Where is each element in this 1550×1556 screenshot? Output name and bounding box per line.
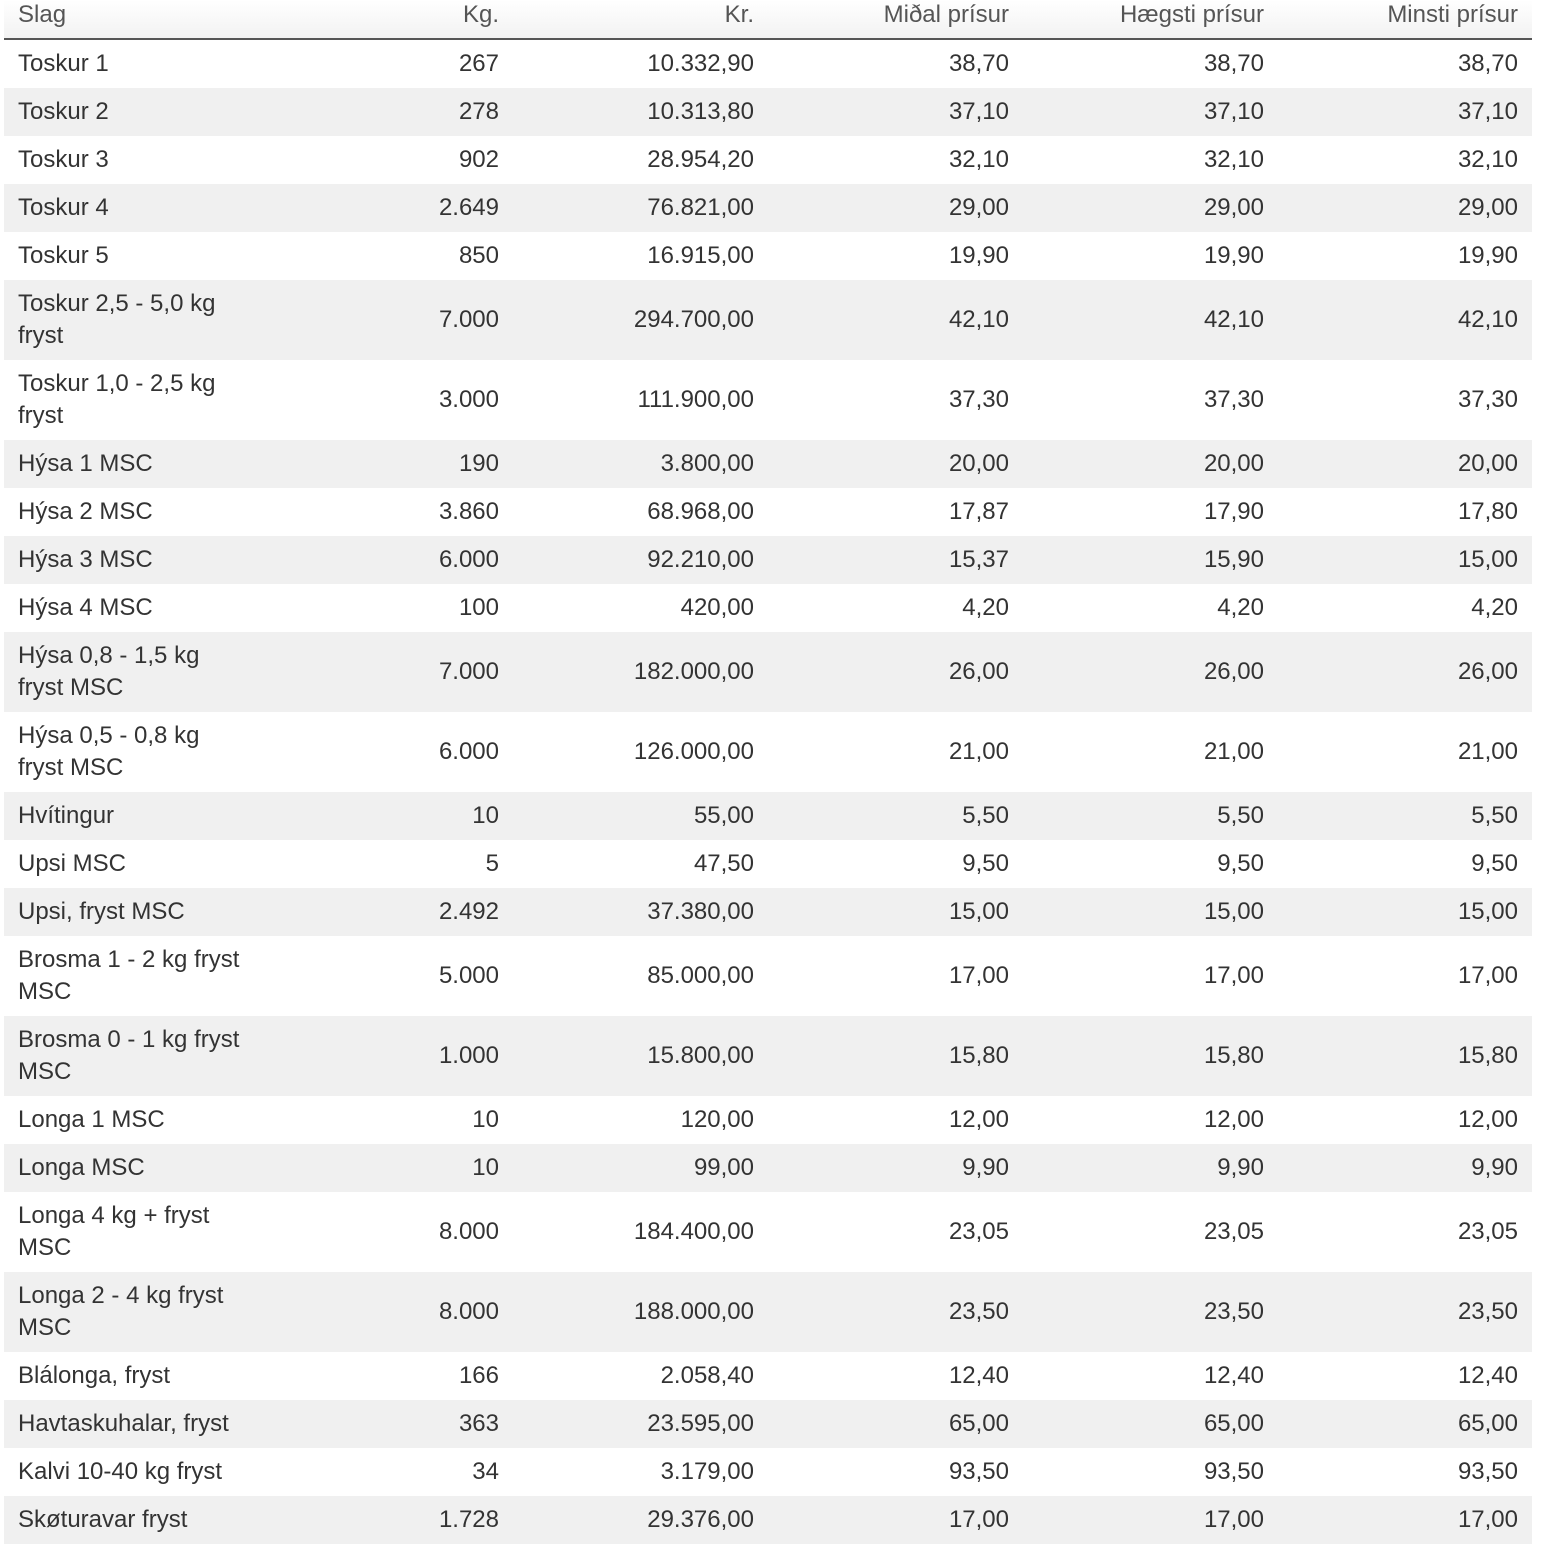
table-row (4, 936, 1532, 1016)
header-row (4, 0, 1532, 39)
cell-highest-price: 19,90 (1203, 242, 1264, 269)
cell-highest-price: 15,80 (1023, 1016, 1278, 1096)
cell-average-price: 29,00 (768, 184, 1023, 232)
cell-kg: 1.000 (258, 1016, 513, 1096)
cell-average-price: 12,40 (948, 1362, 1009, 1389)
cell-highest-price: 29,00 (1023, 184, 1278, 232)
cell-kr: 294.700,00 (513, 280, 768, 360)
cell-kr: 29.376,00 (513, 1496, 768, 1544)
table-row (4, 840, 1532, 888)
cell-average-price: 20,00 (768, 440, 1023, 488)
cell-average-price: 12,00 (948, 1106, 1009, 1133)
table-row (4, 136, 1532, 184)
cell-highest-price: 5,50 (1023, 792, 1278, 840)
cell-lowest-price: 37,10 (1278, 88, 1532, 136)
cell-kg: 5.000 (438, 962, 499, 989)
cell-average-price: 9,50 (962, 850, 1009, 877)
column-header-highest-price[interactable]: Hægsti prísur (1023, 0, 1278, 39)
column-header-lowest-price[interactable]: Minsti prísur (1278, 0, 1532, 39)
cell-species: Hýsa 2 MSC (18, 498, 153, 525)
cell-highest-price: 23,05 (1203, 1218, 1264, 1245)
cell-kr: 47,50 (693, 850, 754, 877)
price-table (4, 0, 1532, 1544)
cell-highest-price: 38,70 (1203, 50, 1264, 77)
cell-kr: 3.800,00 (513, 440, 768, 488)
cell-lowest-price: 29,00 (1278, 184, 1532, 232)
table-row (4, 632, 1532, 712)
cell-highest-price: 37,10 (1023, 88, 1278, 136)
cell-highest-price: 42,10 (1023, 280, 1278, 360)
cell-kr: 182.000,00 (513, 632, 768, 712)
cell-lowest-price: 93,50 (1457, 1458, 1518, 1485)
cell-species: Toskur 2,5 - 5,0 kg fryst (4, 280, 258, 360)
cell-kg: 6.000 (258, 536, 513, 584)
cell-kr: 10.313,80 (513, 88, 768, 136)
column-header-average-price[interactable]: Miðal prísur (768, 0, 1023, 39)
cell-average-price: 37,30 (948, 386, 1009, 413)
cell-kg: 1.728 (258, 1496, 513, 1544)
table-row (4, 584, 1532, 632)
cell-lowest-price: 15,00 (1278, 888, 1532, 936)
cell-lowest-price: 21,00 (1457, 738, 1518, 765)
price-table-container (4, 0, 1532, 1544)
cell-species: Toskur 1,0 - 2,5 kg fryst (18, 370, 216, 429)
cell-kr: 184.400,00 (633, 1218, 754, 1245)
cell-highest-price: 17,90 (1203, 498, 1264, 525)
cell-species: Skøturavar fryst (4, 1496, 258, 1544)
cell-lowest-price: 32,10 (1457, 146, 1518, 173)
cell-kg: 3.000 (438, 386, 499, 413)
cell-average-price: 38,70 (948, 50, 1009, 77)
cell-kg: 5 (485, 850, 499, 877)
table-row (4, 888, 1532, 936)
cell-species: Toskur 1 (18, 50, 109, 77)
table-row (4, 1016, 1532, 1096)
cell-kr: 99,00 (513, 1144, 768, 1192)
cell-average-price: 23,05 (948, 1218, 1009, 1245)
cell-highest-price: 26,00 (1023, 632, 1278, 712)
cell-species: Toskur 4 (4, 184, 258, 232)
cell-average-price: 26,00 (768, 632, 1023, 712)
cell-kr: 420,00 (680, 594, 754, 621)
table-header (4, 0, 1532, 39)
cell-highest-price: 93,50 (1203, 1458, 1264, 1485)
cell-species: Hýsa 3 MSC (4, 536, 258, 584)
cell-species: Upsi, fryst MSC (4, 888, 258, 936)
cell-kr: 111.900,00 (637, 386, 754, 413)
cell-average-price: 17,87 (948, 498, 1009, 525)
cell-average-price: 21,00 (948, 738, 1009, 765)
cell-species: Hýsa 1 MSC (4, 440, 258, 488)
column-header-species[interactable]: Slag (4, 0, 258, 39)
cell-kr: 120,00 (680, 1106, 754, 1133)
cell-kg: 7.000 (258, 280, 513, 360)
cell-kr: 55,00 (513, 792, 768, 840)
cell-species: Brosma 1 - 2 kg fryst MSC (18, 946, 240, 1005)
cell-kg: 8.000 (438, 1218, 499, 1245)
cell-kg: 10 (258, 1144, 513, 1192)
table-row (4, 1496, 1532, 1544)
cell-average-price: 37,10 (768, 88, 1023, 136)
table-row (4, 1352, 1532, 1400)
cell-average-price: 17,00 (948, 962, 1009, 989)
cell-highest-price: 20,00 (1023, 440, 1278, 488)
cell-kr: 15.800,00 (513, 1016, 768, 1096)
table-row (4, 440, 1532, 488)
cell-species: Hvítingur (4, 792, 258, 840)
cell-species: Longa 4 kg + fryst MSC (18, 1202, 210, 1261)
cell-lowest-price: 15,00 (1278, 536, 1532, 584)
cell-species: Brosma 0 - 1 kg fryst MSC (4, 1016, 258, 1096)
table-row (4, 536, 1532, 584)
cell-average-price: 23,50 (768, 1272, 1023, 1352)
cell-highest-price: 17,00 (1203, 962, 1264, 989)
cell-kg: 100 (458, 594, 499, 621)
table-row (4, 88, 1532, 136)
table-row (4, 712, 1532, 792)
cell-lowest-price: 5,50 (1278, 792, 1532, 840)
cell-lowest-price: 20,00 (1278, 440, 1532, 488)
table-row (4, 1400, 1532, 1448)
table-row (4, 1272, 1532, 1352)
cell-lowest-price: 26,00 (1278, 632, 1532, 712)
cell-average-price: 19,90 (948, 242, 1009, 269)
table-row (4, 792, 1532, 840)
cell-kg: 363 (258, 1400, 513, 1448)
cell-lowest-price: 12,40 (1457, 1362, 1518, 1389)
cell-kg: 3.860 (438, 498, 499, 525)
cell-highest-price: 37,30 (1203, 386, 1264, 413)
cell-highest-price: 23,50 (1023, 1272, 1278, 1352)
cell-highest-price: 9,90 (1023, 1144, 1278, 1192)
table-row (4, 39, 1532, 88)
cell-species: Toskur 3 (18, 146, 109, 173)
cell-kg: 902 (458, 146, 499, 173)
cell-highest-price: 12,00 (1203, 1106, 1264, 1133)
cell-lowest-price: 38,70 (1457, 50, 1518, 77)
cell-kg: 10 (258, 792, 513, 840)
cell-lowest-price: 12,00 (1457, 1106, 1518, 1133)
cell-lowest-price: 9,90 (1278, 1144, 1532, 1192)
cell-lowest-price: 15,80 (1278, 1016, 1532, 1096)
cell-lowest-price: 4,20 (1471, 594, 1518, 621)
cell-kr: 10.332,90 (647, 50, 754, 77)
cell-average-price: 42,10 (768, 280, 1023, 360)
cell-average-price: 93,50 (948, 1458, 1009, 1485)
cell-highest-price: 4,20 (1217, 594, 1264, 621)
cell-kg: 7.000 (258, 632, 513, 712)
cell-highest-price: 17,00 (1023, 1496, 1278, 1544)
cell-lowest-price: 17,00 (1457, 962, 1518, 989)
table-row (4, 360, 1532, 440)
cell-species: Longa MSC (4, 1144, 258, 1192)
cell-average-price: 9,90 (768, 1144, 1023, 1192)
cell-lowest-price: 23,50 (1278, 1272, 1532, 1352)
cell-species: Hýsa 0,8 - 1,5 kg fryst MSC (4, 632, 258, 712)
cell-kg: 2.649 (258, 184, 513, 232)
cell-average-price: 4,20 (962, 594, 1009, 621)
cell-species: Longa 2 - 4 kg fryst MSC (4, 1272, 258, 1352)
cell-highest-price: 15,90 (1023, 536, 1278, 584)
cell-average-price: 65,00 (768, 1400, 1023, 1448)
cell-highest-price: 65,00 (1023, 1400, 1278, 1448)
cell-species: Toskur 5 (18, 242, 109, 269)
cell-kg: 166 (458, 1362, 499, 1389)
cell-lowest-price: 9,50 (1471, 850, 1518, 877)
column-header-kr[interactable]: Kr. (513, 0, 768, 39)
cell-kr: 28.954,20 (647, 146, 754, 173)
cell-species: Kalvi 10-40 kg fryst (18, 1458, 223, 1485)
cell-kr: 85.000,00 (647, 962, 754, 989)
cell-kr: 3.179,00 (660, 1458, 754, 1485)
cell-lowest-price: 17,00 (1278, 1496, 1532, 1544)
cell-species: Hýsa 4 MSC (18, 594, 153, 621)
table-row (4, 1448, 1532, 1496)
cell-average-price: 17,00 (768, 1496, 1023, 1544)
table-row (4, 280, 1532, 360)
cell-kr: 37.380,00 (513, 888, 768, 936)
cell-species: Havtaskuhalar, fryst (4, 1400, 258, 1448)
table-row (4, 1096, 1532, 1144)
cell-lowest-price: 17,80 (1457, 498, 1518, 525)
table-row (4, 488, 1532, 536)
cell-species: Toskur 2 (4, 88, 258, 136)
table-body (4, 39, 1532, 1544)
cell-kr: 126.000,00 (633, 738, 754, 765)
cell-average-price: 15,00 (768, 888, 1023, 936)
column-header-kg[interactable]: Kg. (258, 0, 513, 39)
cell-average-price: 15,37 (768, 536, 1023, 584)
cell-species: Upsi MSC (18, 850, 127, 877)
cell-kr: 188.000,00 (513, 1272, 768, 1352)
cell-average-price: 5,50 (768, 792, 1023, 840)
cell-highest-price: 21,00 (1203, 738, 1264, 765)
cell-kg: 2.492 (258, 888, 513, 936)
cell-kr: 16.915,00 (647, 242, 754, 269)
cell-kg: 267 (458, 50, 499, 77)
cell-kg: 6.000 (438, 738, 499, 765)
table-row (4, 1192, 1532, 1272)
cell-lowest-price: 37,30 (1457, 386, 1518, 413)
cell-kg: 34 (472, 1458, 499, 1485)
table-row (4, 232, 1532, 280)
cell-kr: 92.210,00 (513, 536, 768, 584)
cell-species: Hýsa 0,5 - 0,8 kg fryst MSC (18, 722, 200, 781)
cell-lowest-price: 65,00 (1278, 1400, 1532, 1448)
table-row (4, 1144, 1532, 1192)
cell-average-price: 32,10 (948, 146, 1009, 173)
cell-species: Longa 1 MSC (18, 1106, 165, 1133)
cell-kr: 68.968,00 (647, 498, 754, 525)
cell-kg: 190 (258, 440, 513, 488)
cell-highest-price: 32,10 (1203, 146, 1264, 173)
cell-kr: 76.821,00 (513, 184, 768, 232)
cell-highest-price: 12,40 (1203, 1362, 1264, 1389)
cell-species: Blálonga, fryst (18, 1362, 171, 1389)
cell-kg: 850 (458, 242, 499, 269)
cell-highest-price: 15,00 (1023, 888, 1278, 936)
cell-kg: 8.000 (258, 1272, 513, 1352)
cell-lowest-price: 42,10 (1278, 280, 1532, 360)
cell-kg: 278 (258, 88, 513, 136)
cell-highest-price: 9,50 (1217, 850, 1264, 877)
cell-kr: 23.595,00 (513, 1400, 768, 1448)
cell-kr: 2.058,40 (660, 1362, 754, 1389)
cell-average-price: 15,80 (768, 1016, 1023, 1096)
table-row (4, 184, 1532, 232)
cell-kg: 10 (472, 1106, 499, 1133)
cell-lowest-price: 23,05 (1457, 1218, 1518, 1245)
cell-lowest-price: 19,90 (1457, 242, 1518, 269)
